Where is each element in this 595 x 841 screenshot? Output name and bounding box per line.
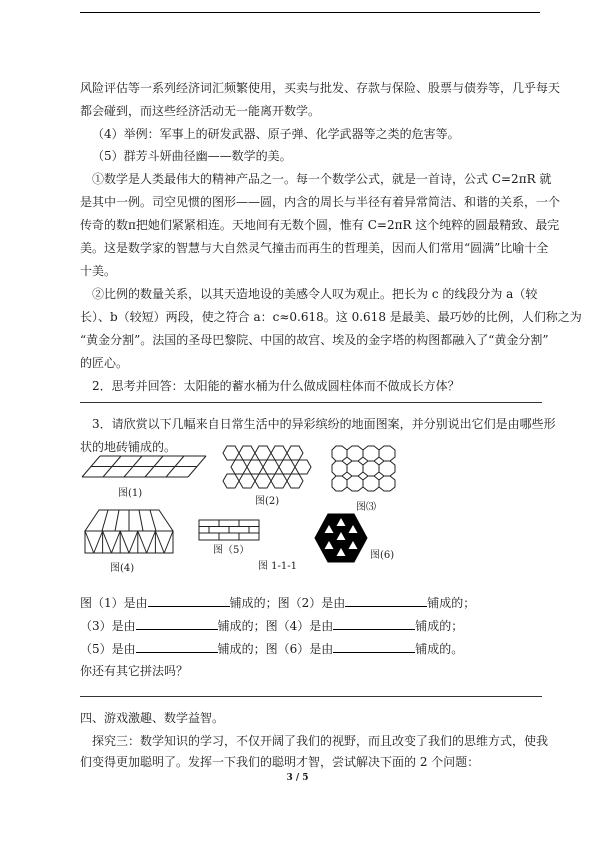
blank-figure-3[interactable] bbox=[136, 618, 218, 630]
figure-1-parallelogram-tiling bbox=[80, 455, 210, 489]
figure-1-label: 图(1) bbox=[118, 488, 143, 499]
figure-5-brick-tiling bbox=[198, 519, 260, 541]
body-line-13: 的匠心。 bbox=[80, 356, 129, 370]
blank-figure-1[interactable] bbox=[148, 595, 230, 607]
blank-figure-2[interactable] bbox=[345, 595, 427, 607]
fill-row-1-text-b: 铺成的；图（2）是由 bbox=[229, 596, 346, 610]
body-line-10: ②比例的数量关系，以其天造地设的美感令人叹为观止。把长为 c 的线段分为 a（较 bbox=[92, 287, 538, 301]
body-line-9: 十美。 bbox=[80, 264, 117, 278]
fill-row-3-text-b: 铺成的；图（6）是由 bbox=[217, 642, 334, 656]
figure-2-label: 图(2) bbox=[255, 496, 280, 507]
body-line-6: 是其中一例。司空见惯的图形——圆，内含的周长与半径有着异常简洁、和谐的关系，一个 bbox=[80, 195, 561, 209]
figure-5-label: 图（5） bbox=[213, 545, 250, 556]
body-line-1: 风险评估等一系列经济词汇频繁使用，买卖与批发、存款与保险、股票与债券等，几乎每天 bbox=[80, 81, 561, 95]
section-4-paragraph-line-2: 们变得更加聪明了。发挥一下我们的聪明才智，尝试解决下面的 2 个问题： bbox=[80, 755, 480, 769]
answer-line-q2[interactable] bbox=[80, 402, 542, 403]
body-line-11: 长）、b（较短）两段，使之符合 a：c≈0.618。这 0.618 是最美、最巧妙的比例，人们称之为 bbox=[80, 310, 582, 324]
answer-line-other-tiling[interactable] bbox=[80, 696, 542, 697]
figure-6-hexagon-triangle-tiling bbox=[313, 512, 369, 564]
question-3-line-2: 状的地砖铺成的。 bbox=[80, 440, 177, 454]
body-line-2: 都会碰到，而这些经济活动无一能离开数学。 bbox=[80, 104, 321, 118]
figure-4-square-triangle-tiling bbox=[83, 509, 175, 563]
header-rule bbox=[80, 12, 540, 13]
blank-figure-6[interactable] bbox=[333, 641, 415, 653]
question-2: 2．思考并回答：太阳能的蓄水桶为什么做成圆柱体而不做成长方体？ bbox=[92, 379, 460, 393]
figure-2-hexagon-tiling bbox=[222, 445, 314, 497]
figure-4-label: 图(4) bbox=[110, 563, 135, 574]
body-line-4: （5）群芳斗妍曲径幽——数学的美。 bbox=[92, 149, 292, 163]
body-line-8: 美。这是数学家的智慧与大自然灵气撞击而再生的哲理美，因而人们常用“圆满”比喻十全 bbox=[80, 241, 549, 255]
fill-row-2-text-c: 铺成的； bbox=[415, 619, 464, 633]
figure-3-octagon-square-tiling bbox=[331, 445, 401, 501]
other-tiling-question: 你还有其它拼法吗？ bbox=[80, 664, 189, 678]
body-line-3: （4）举例：军事上的研发武器、原子弹、化学武器等之类的危害等。 bbox=[92, 127, 460, 141]
fill-row-2-text-a: （3）是由 bbox=[80, 619, 136, 633]
fill-row-1 bbox=[80, 595, 475, 611]
fill-row-3-text-a: （5）是由 bbox=[80, 642, 136, 656]
body-line-7: 传奇的数π把她们紧紧相连。天地间有无数个圆，惟有 C=2πR 这个纯粹的圆最精致、最完 bbox=[80, 218, 560, 232]
figure-6-label: 图(6) bbox=[370, 550, 395, 561]
page-number: 3 / 5 bbox=[286, 773, 309, 783]
fill-row-1-text-a: 图（1）是由 bbox=[80, 596, 148, 610]
fill-row-2-text-b: 铺成的；图（4）是由 bbox=[217, 619, 334, 633]
fill-row-3 bbox=[80, 641, 463, 657]
fill-row-3-text-c: 铺成的。 bbox=[415, 642, 464, 656]
section-4-heading: 四、游戏激趣、数学益智。 bbox=[80, 711, 225, 725]
question-3-line-1: 3．请欣赏以下几幅来自日常生活中的异彩缤纷的地面图案，并分别说出它们是由哪些形 bbox=[92, 417, 556, 431]
figure-caption: 图 1-1-1 bbox=[258, 561, 298, 572]
figure-3-label: 图⑶ bbox=[356, 502, 376, 513]
body-line-12: “黄金分割”。法国的圣母巴黎院、中国的故宫、埃及的金字塔的构图都融入了“黄金分割” bbox=[80, 333, 549, 347]
blank-figure-4[interactable] bbox=[333, 618, 415, 630]
fill-row-1-text-c: 铺成的； bbox=[427, 596, 476, 610]
section-4-paragraph-line-1: 探究三：数学知识的学习，不仅开阔了我们的视野，而且改变了我们的思维方式，使我 bbox=[92, 734, 549, 748]
body-line-5: ①数学是人类最伟大的精神产品之一。每一个数学公式，就是一首诗，公式 C=2πR 就 bbox=[92, 172, 552, 186]
blank-figure-5[interactable] bbox=[136, 641, 218, 653]
fill-row-2 bbox=[80, 618, 463, 634]
